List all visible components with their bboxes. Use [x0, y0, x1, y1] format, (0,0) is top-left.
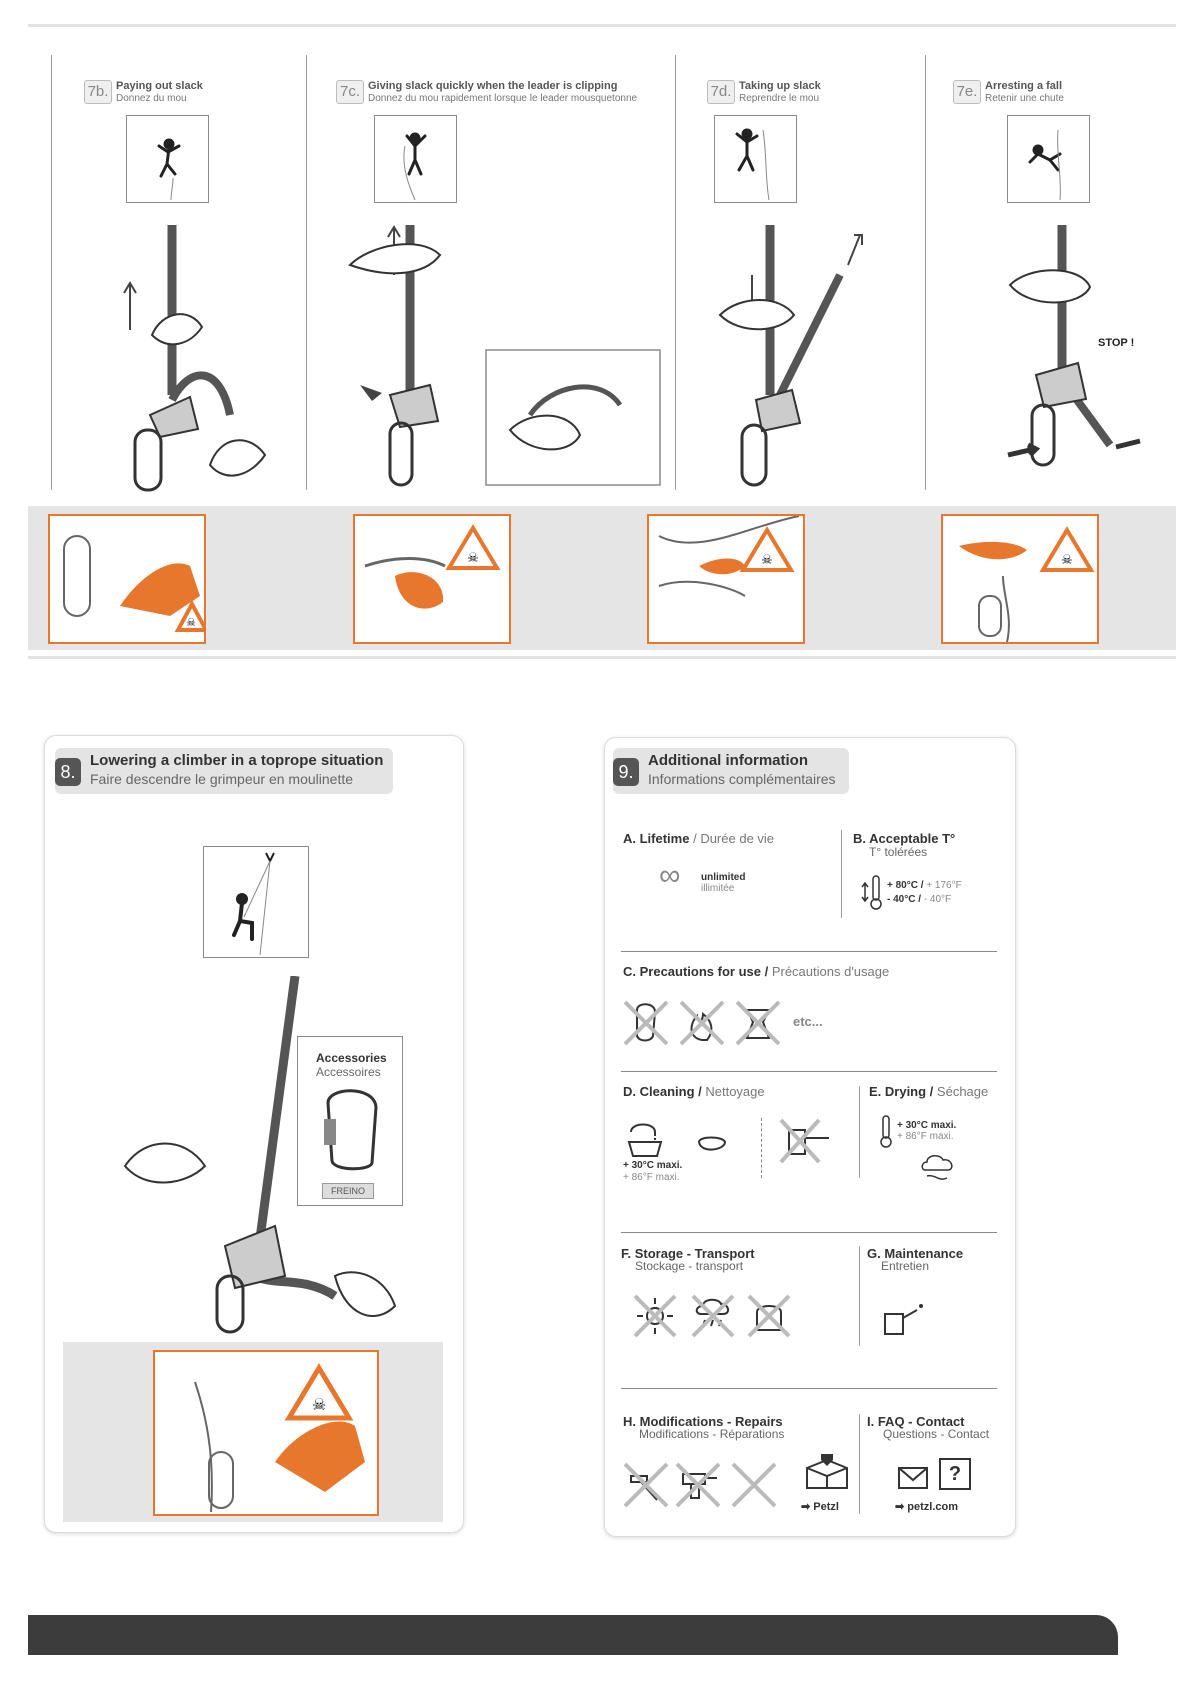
- lifetime-title-fr: / Durée de vie: [693, 831, 775, 846]
- svg-text:☠: ☠: [467, 551, 479, 566]
- section-number: 8.: [55, 758, 81, 786]
- step-title: Taking up slack: [739, 80, 821, 92]
- divider: [621, 1071, 997, 1072]
- contact-website[interactable]: [895, 1500, 958, 1513]
- svg-text:☠: ☠: [1061, 553, 1073, 568]
- section-8-card: [44, 735, 464, 1533]
- step-number: 7b.: [84, 80, 112, 104]
- svg-text:☠: ☠: [186, 616, 196, 629]
- divider: [621, 1388, 997, 1389]
- step-title: Arresting a fall: [985, 80, 1063, 92]
- hand-danger-illustration: [649, 516, 803, 642]
- climber-scene-7b: [126, 115, 209, 203]
- section-9-card: [604, 737, 1016, 1537]
- top-divider: [28, 24, 1176, 27]
- cleaning-title-fr: Nettoyage: [705, 1084, 765, 1099]
- modifications-subtitle: Modifications - Réparations: [639, 1427, 785, 1441]
- cleaning-temp-f: + 86°F maxi.: [623, 1172, 680, 1183]
- lowering-climber-icon: [204, 847, 308, 957]
- column-divider: [51, 55, 52, 490]
- storage-subtitle: Stockage - transport: [635, 1259, 744, 1273]
- warning-box-7e: [941, 514, 1099, 644]
- accessories-title: Accessories: [316, 1051, 387, 1065]
- stop-label: STOP !: [1098, 337, 1135, 349]
- step-title: Giving slack quickly when the leader is clipping: [368, 80, 618, 92]
- step-subtitle: Donnez du mou rapidement lorsque le leader mousquetonne: [368, 93, 638, 104]
- faq-subtitle: Questions - Contact: [883, 1427, 990, 1441]
- belay-illustration-7d: [700, 215, 920, 505]
- belay-illustration-7b: [80, 215, 300, 505]
- warning-box-7c: [353, 514, 511, 644]
- oil-can-icon: [881, 1298, 927, 1338]
- no-impact-icon: [623, 1000, 669, 1046]
- falling-climber-icon: [1008, 116, 1089, 202]
- divider: [859, 1414, 860, 1514]
- temperature-max-f: + 176°F: [926, 880, 962, 891]
- climber-icon: [375, 116, 456, 202]
- section-title: Lowering a climber in a toprope situation: [90, 752, 384, 769]
- climber-scene-7d: [714, 115, 797, 203]
- column-divider: [925, 55, 926, 490]
- section-subtitle: Informations complémentaires: [648, 771, 836, 787]
- divider: [859, 1086, 860, 1178]
- svg-text:☠: ☠: [761, 553, 773, 568]
- warning-box-7d: [647, 514, 805, 644]
- section-title: Additional information: [648, 752, 808, 769]
- no-bag-icon: [747, 1294, 791, 1338]
- no-sun-icon: [633, 1294, 677, 1338]
- freino-carabiner-icon: [314, 1083, 386, 1173]
- divider: [859, 1246, 860, 1346]
- no-pressure-washer-icon: [775, 1118, 841, 1164]
- cleaning-title-en: D. Cleaning /: [623, 1084, 702, 1099]
- drying-title-en: E. Drying /: [869, 1084, 934, 1099]
- temperature-max-c: + 80°C /: [887, 880, 924, 891]
- warning-box-7b: [48, 514, 206, 644]
- tap-water-icon: [625, 1118, 665, 1158]
- thermometer-icon: [861, 874, 885, 910]
- cleaning-title: [623, 1084, 765, 1099]
- svg-text:☠: ☠: [311, 1395, 327, 1414]
- band-divider: [28, 656, 1176, 659]
- divider: [621, 951, 997, 952]
- step-number: 7d.: [707, 80, 735, 104]
- column-divider: [675, 55, 676, 490]
- hand-danger-illustration: [355, 516, 509, 642]
- maintenance-subtitle: Entretien: [881, 1259, 930, 1273]
- arrow-right-icon: ➡: [895, 1501, 905, 1513]
- section-subtitle: Faire descendre le grimpeur en moulinette: [90, 771, 354, 787]
- climber-scene-7c: [374, 115, 457, 203]
- cleaning-temp: + 30°C maxi.: [623, 1160, 683, 1171]
- divider: [841, 830, 842, 918]
- maintenance-title: G. Maintenance: [867, 1246, 964, 1261]
- faq-title: I. FAQ - Contact: [867, 1414, 965, 1429]
- no-rain-icon: [691, 1294, 735, 1338]
- section-8-warning-box: [153, 1350, 379, 1516]
- return-box-icon: [801, 1452, 853, 1492]
- lifetime-title-en: A. Lifetime: [623, 831, 690, 846]
- temperature-min-f: - 40°F: [923, 894, 952, 905]
- belay-illustration-7c: [330, 215, 670, 505]
- step-number: 7c.: [336, 80, 364, 104]
- step-number: 7e.: [953, 80, 981, 104]
- lifetime-title: [623, 831, 774, 846]
- return-to-petzl: [801, 1500, 839, 1513]
- toprope-scene: [203, 846, 309, 958]
- hand-danger-illustration: [50, 516, 204, 642]
- no-drill-icon: [675, 1462, 721, 1508]
- precautions-title: [623, 964, 889, 979]
- dashed-divider: [761, 1118, 763, 1178]
- storage-title: F. Storage - Transport: [621, 1246, 755, 1261]
- temperature-title: B. Acceptable T°: [853, 831, 956, 846]
- hand-danger-illustration: [943, 516, 1097, 642]
- lifetime-value-fr: illimitée: [701, 883, 735, 894]
- step-subtitle: Donnez du mou: [116, 93, 187, 104]
- accessory-name-tag: FREINO: [322, 1183, 374, 1199]
- no-tools-icon: [731, 1462, 777, 1508]
- website-link[interactable]: petzl.com: [907, 1501, 959, 1513]
- accessories-box: [297, 1036, 403, 1206]
- lifetime-value: unlimited: [701, 872, 746, 883]
- brush-icon: [697, 1134, 727, 1158]
- temperature-min: [887, 894, 951, 905]
- divider: [621, 1232, 997, 1233]
- temperature-min-c: - 40°C /: [887, 894, 922, 905]
- climber-icon: [715, 116, 796, 202]
- no-chemicals-icon: [735, 1000, 781, 1046]
- precautions-etc: etc...: [793, 1014, 823, 1029]
- air-dry-icon: [919, 1152, 959, 1186]
- no-hammer-icon: [623, 1462, 669, 1508]
- temperature-subtitle: T° tolérées: [869, 845, 928, 859]
- return-destination: Petzl: [813, 1501, 839, 1513]
- hand-danger-illustration: [155, 1352, 377, 1514]
- modifications-title: H. Modifications - Repairs: [623, 1414, 783, 1429]
- precautions-title-en: C. Precautions for use /: [623, 964, 769, 979]
- step-subtitle: Reprendre le mou: [739, 93, 820, 104]
- question-icon: ?: [939, 1458, 971, 1490]
- mail-icon: [897, 1466, 929, 1490]
- temperature-max: [887, 880, 962, 891]
- drying-temp-f: + 86°F maxi.: [897, 1131, 954, 1142]
- section-number: 9.: [613, 758, 639, 786]
- arrow-right-icon: ➡: [801, 1501, 811, 1513]
- climber-icon: [127, 116, 208, 202]
- step-subtitle: Retenir une chute: [985, 93, 1064, 104]
- thermometer-icon: [879, 1114, 893, 1148]
- accessories-subtitle: Accessoires: [316, 1065, 381, 1079]
- climber-scene-7e: [1007, 115, 1090, 203]
- step-title: Paying out slack: [116, 80, 203, 92]
- footer-bar: [28, 1615, 1118, 1655]
- drying-title-fr: Séchage: [936, 1084, 989, 1099]
- precautions-title-fr: Précautions d'usage: [771, 964, 890, 979]
- belay-illustration-7e: [990, 215, 1160, 505]
- no-fire-icon: [679, 1000, 725, 1046]
- column-divider: [306, 55, 307, 490]
- drying-title: [869, 1084, 988, 1099]
- infinity-icon: ∞: [659, 859, 681, 892]
- drying-temp: + 30°C maxi.: [897, 1120, 957, 1131]
